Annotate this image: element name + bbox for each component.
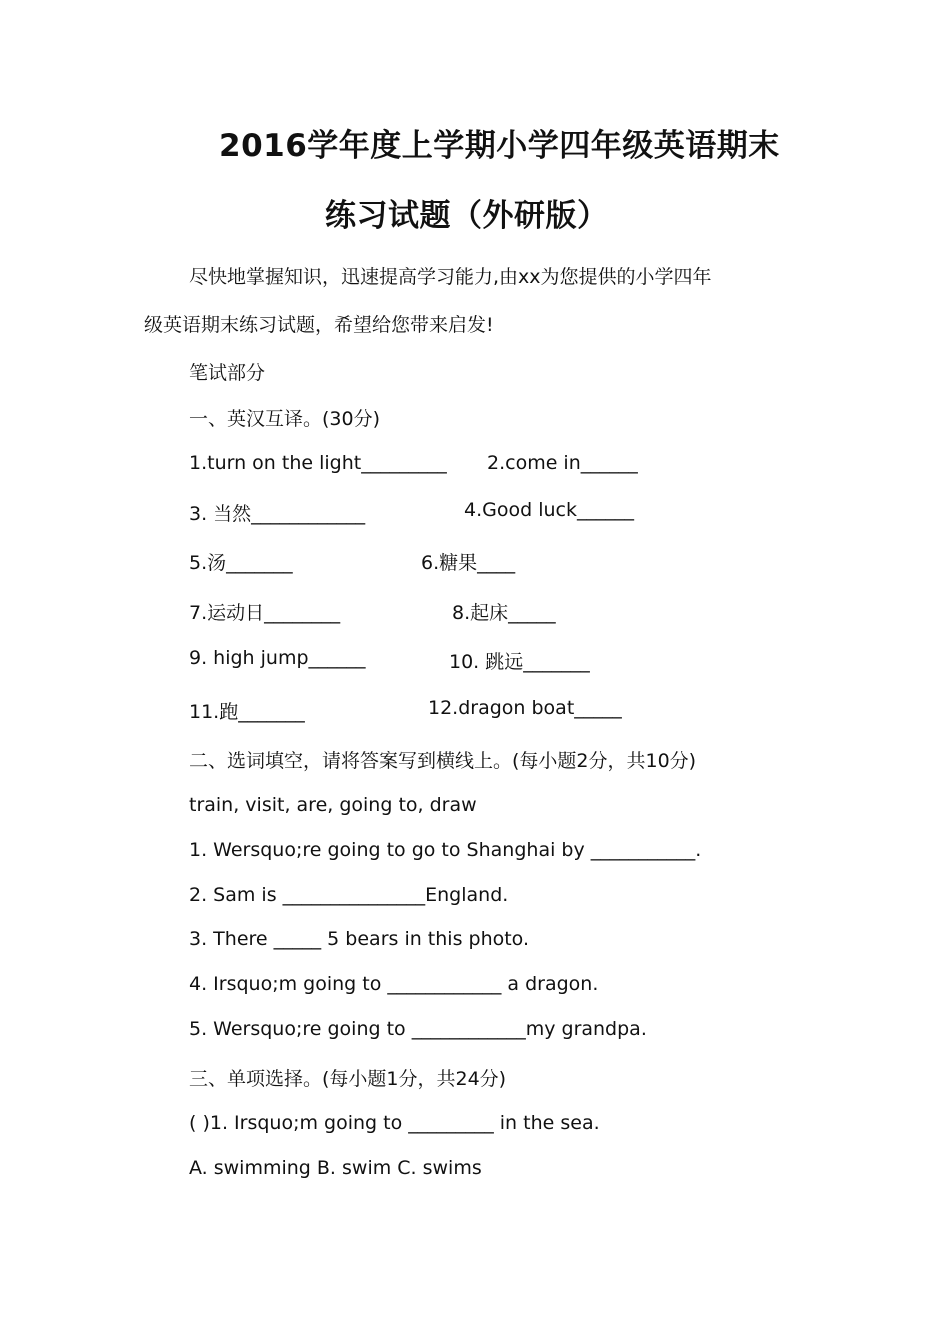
section1-row4-right: 8.起床_____ [452, 602, 556, 624]
section3-question1: ( )1. Irsquo;m going to _________ in the sea. [189, 1112, 600, 1134]
section2-item2: 2. Sam is _______________England. [189, 884, 509, 906]
section1-row2-right: 4.Good luck______ [464, 499, 634, 521]
section1-row5-left: 9. high jump______ [189, 647, 366, 669]
section2-item3: 3. There _____ 5 bears in this photo. [189, 928, 530, 950]
section1-heading: 一、英汉互译。(30分) [189, 408, 381, 430]
section3-question1-options: A. swimming B. swim C. swims [189, 1157, 482, 1179]
intro-line2: 级英语期末练习试题，希望给您带来启发! [144, 314, 494, 336]
section1-row1-left: 1.turn on the light_________ [189, 452, 447, 474]
document-title-line2: 练习试题（外研版） [325, 198, 609, 234]
section1-row1-right: 2.come in______ [487, 452, 638, 474]
section1-row4-left: 7.运动日________ [189, 602, 341, 624]
section2-word-bank: train, visit, are, going to, draw [189, 794, 477, 816]
section1-row6-right: 12.dragon boat_____ [428, 697, 622, 719]
section2-item5: 5. Wersquo;re going to ____________my grandpa. [189, 1018, 647, 1040]
document-title-line1: 2016学年度上学期小学四年级英语期末 [219, 128, 780, 164]
part-label: 笔试部分 [189, 362, 266, 384]
section1-row6-left: 11.跑_______ [189, 701, 305, 723]
section3-heading: 三、单项选择。(每小题1分，共24分) [189, 1068, 507, 1090]
intro-line1: 尽快地掌握知识，迅速提高学习能力,由xx为您提供的小学四年 [189, 266, 712, 288]
section1-row5-right: 10. 跳远_______ [449, 651, 590, 673]
section1-row3-right: 6.糖果____ [421, 552, 516, 574]
section1-row2-left: 3. 当然____________ [189, 503, 366, 525]
section2-heading: 二、选词填空，请将答案写到横线上。(每小题2分，共10分) [189, 750, 697, 772]
section2-item4: 4. Irsquo;m going to ____________ a dragon. [189, 973, 599, 995]
section1-row3-left: 5.汤_______ [189, 552, 293, 574]
section2-item1: 1. Wersquo;re going to go to Shanghai by ___________. [189, 839, 702, 861]
